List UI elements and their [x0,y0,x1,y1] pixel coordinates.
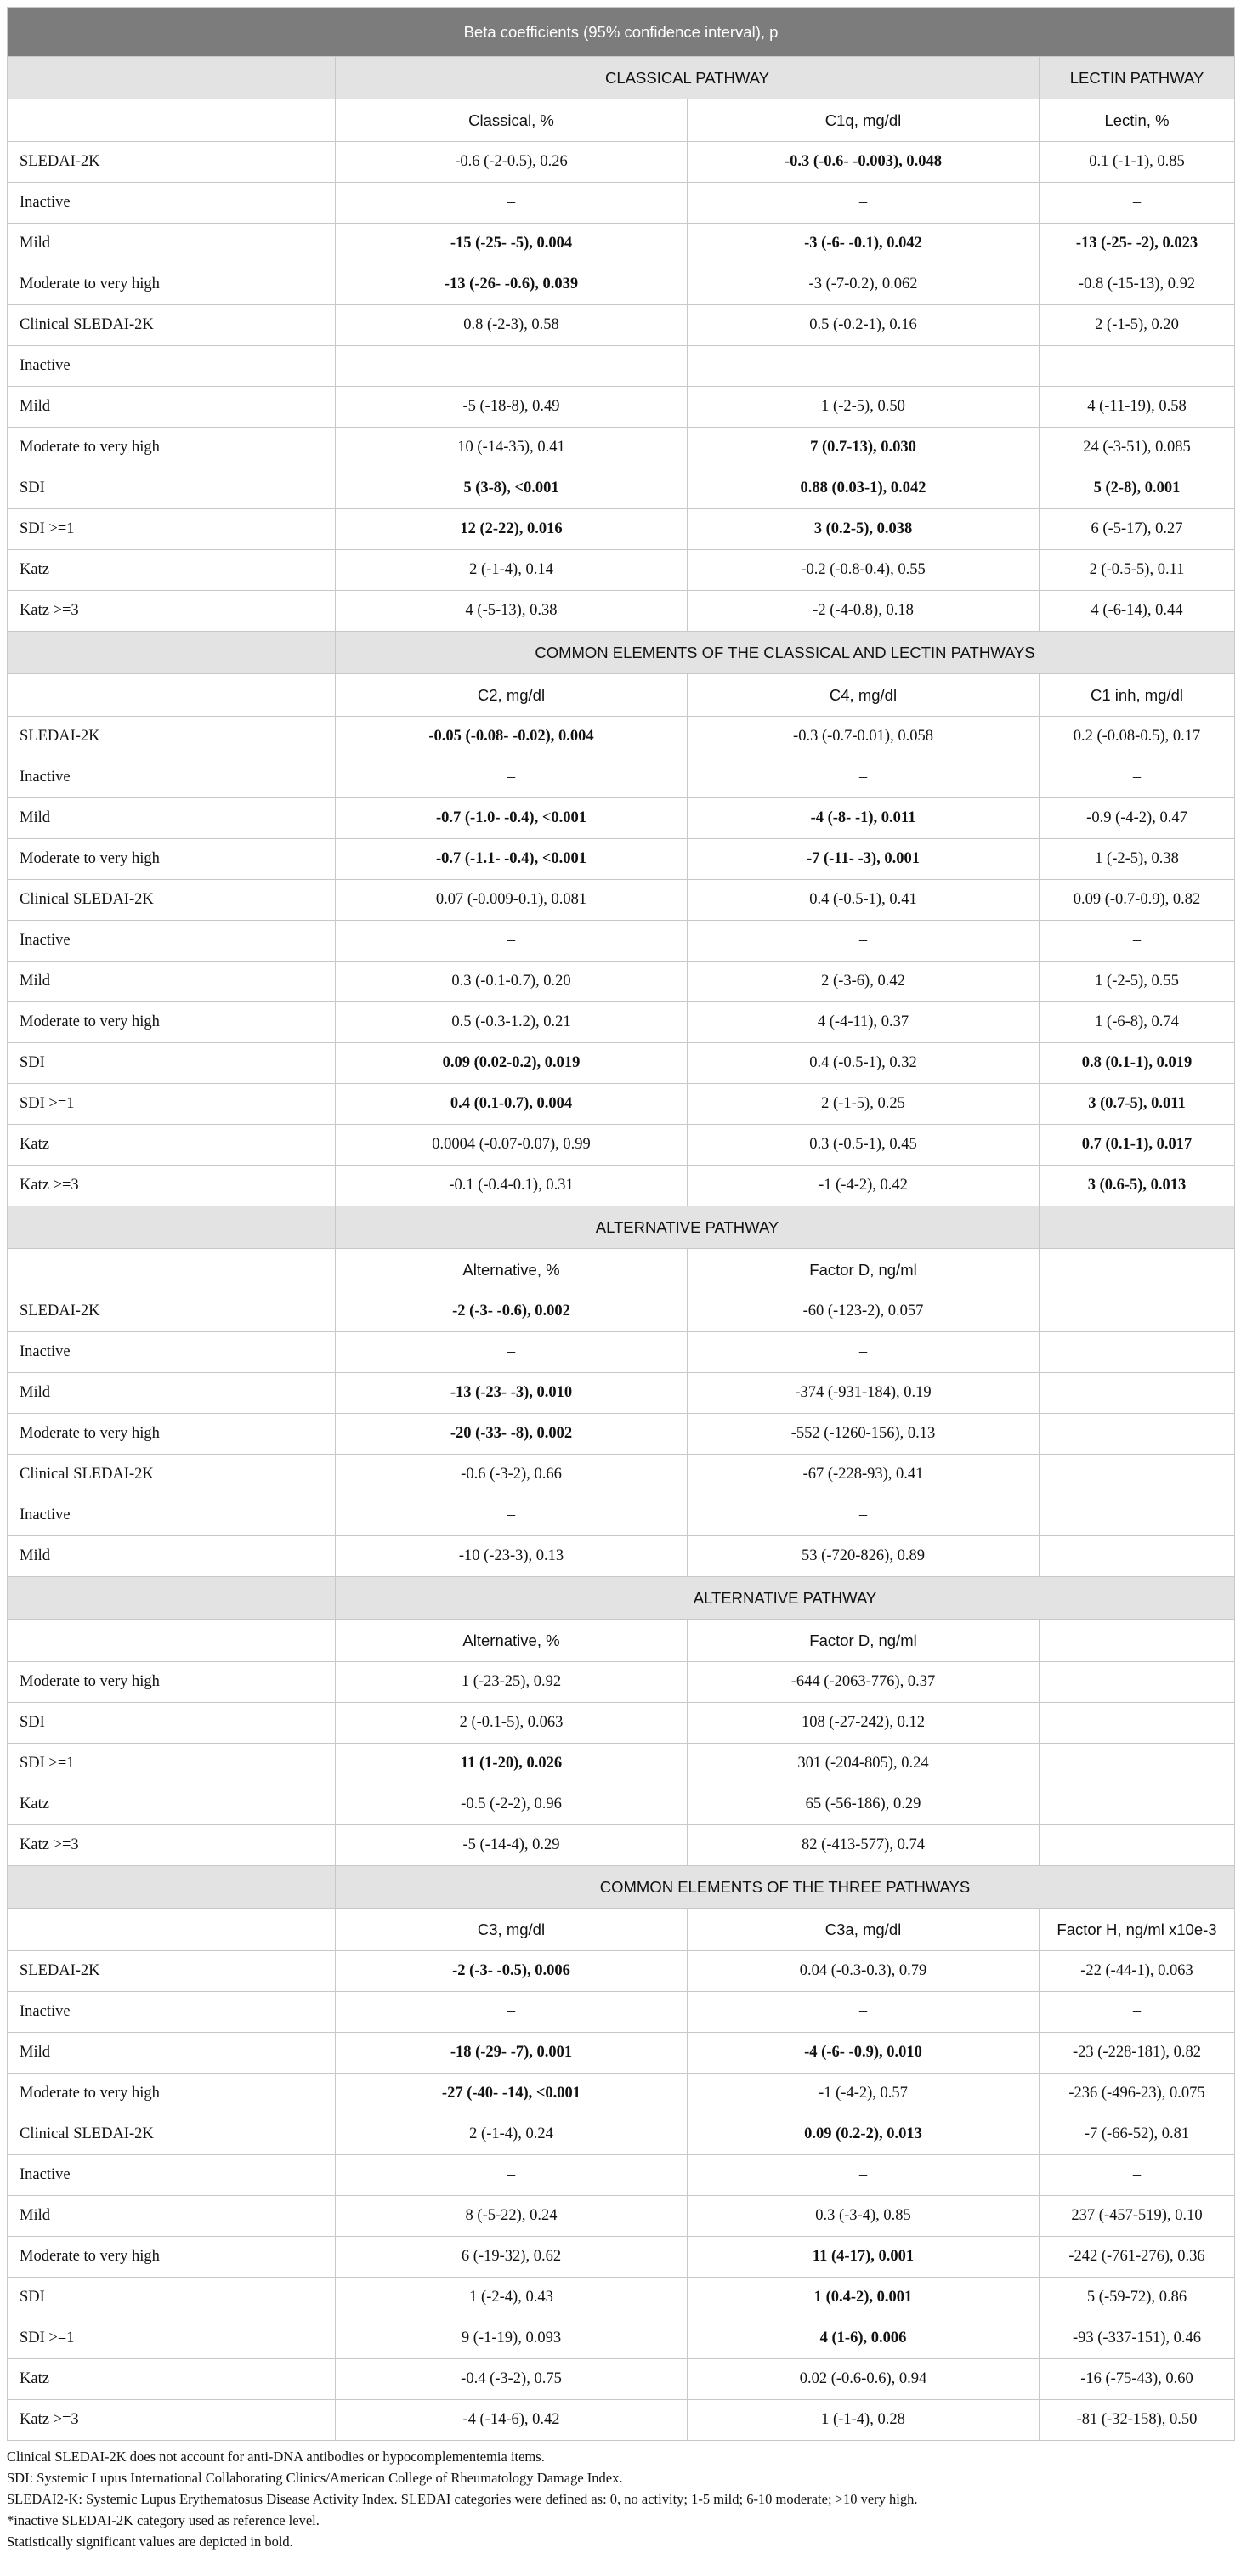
table-row [8,2278,1235,2318]
table-cell: -644 (-2063-776), 0.37 [688,1662,1040,1703]
table-cell: 2 (-1-5), 0.25 [688,1084,1040,1125]
row-label: Clinical SLEDAI-2K [8,1455,336,1495]
table-cell: -1 (-4-2), 0.42 [688,1166,1040,1206]
row-label: Mild [8,798,336,839]
table-row [8,1951,1235,1992]
row-label: Inactive [8,1992,336,2033]
group-header-spacer [8,632,336,674]
table-cell: 1 (-2-5), 0.55 [1040,962,1235,1002]
table-cell: 0.3 (-0.5-1), 0.45 [688,1125,1040,1166]
table-cell: – [688,921,1040,962]
table-cell: – [688,346,1040,387]
table-cell: -0.05 (-0.08- -0.02), 0.004 [336,717,688,757]
table-cell: 0.04 (-0.3-0.3), 0.79 [688,1951,1040,1992]
column-header-spacer [8,1909,336,1951]
table-cell: -0.9 (-4-2), 0.47 [1040,798,1235,839]
column-header-row [8,99,1235,142]
pathway-group-header: COMMON ELEMENTS OF THE CLASSICAL AND LECTIN PATHWAYS [336,632,1235,674]
row-label: Clinical SLEDAI-2K [8,2114,336,2155]
table-cell: 237 (-457-519), 0.10 [1040,2196,1235,2237]
table-cell: 0.3 (-3-4), 0.85 [688,2196,1040,2237]
column-header [1040,1249,1235,1291]
table-cell: -0.6 (-3-2), 0.66 [336,1455,688,1495]
pathway-group-header: LECTIN PATHWAY [1040,57,1235,99]
row-label: Moderate to very high [8,428,336,468]
row-label: Moderate to very high [8,1414,336,1455]
row-label: Katz [8,2359,336,2400]
table-cell: -374 (-931-184), 0.19 [688,1373,1040,1414]
table-cell: 0.0004 (-0.07-0.07), 0.99 [336,1125,688,1166]
table-row [8,1414,1235,1455]
column-header: Factor D, ng/ml [688,1620,1040,1662]
table-row [8,2196,1235,2237]
table-cell: 1 (-6-8), 0.74 [1040,1002,1235,1043]
table-cell: 2 (-0.5-5), 0.11 [1040,550,1235,591]
table-row [8,1536,1235,1577]
table-cell: 1 (-2-5), 0.50 [688,387,1040,428]
table-cell [1040,1455,1235,1495]
table-cell: -93 (-337-151), 0.46 [1040,2318,1235,2359]
row-label: Katz >=3 [8,1825,336,1866]
row-label: Moderate to very high [8,1662,336,1703]
table-cell: 8 (-5-22), 0.24 [336,2196,688,2237]
table-cell: -1 (-4-2), 0.57 [688,2074,1040,2114]
table-cell [1040,1662,1235,1703]
column-header: C1 inh, mg/dl [1040,674,1235,717]
group-header-spacer [8,1577,336,1620]
table-cell: – [336,757,688,798]
table-row [8,1703,1235,1744]
column-header-row [8,674,1235,717]
table-title: Beta coefficients (95% confidence interval), p [8,8,1235,57]
table-row [8,2033,1235,2074]
table-cell: – [336,183,688,224]
table-cell [1040,1784,1235,1825]
column-header: C1q, mg/dl [688,99,1040,142]
table-cell: 3 (0.2-5), 0.038 [688,509,1040,550]
table-cell: -242 (-761-276), 0.36 [1040,2237,1235,2278]
table-cell: 5 (3-8), <0.001 [336,468,688,509]
table-body [8,57,1235,2441]
table-cell: -10 (-23-3), 0.13 [336,1536,688,1577]
section-group-header-row [8,1866,1235,1909]
group-header-spacer [8,1206,336,1249]
table-cell: – [336,921,688,962]
column-header-row [8,1249,1235,1291]
row-label: Mild [8,2033,336,2074]
table-row [8,183,1235,224]
row-label: Moderate to very high [8,2237,336,2278]
footnote-line: Statistically significant values are depicted in bold. [7,2533,293,2550]
table-cell: 0.7 (0.1-1), 0.017 [1040,1125,1235,1166]
row-label: SDI >=1 [8,509,336,550]
row-label: SLEDAI-2K [8,142,336,183]
table-cell: 0.4 (-0.5-1), 0.41 [688,880,1040,921]
table-cell: 9 (-1-19), 0.093 [336,2318,688,2359]
row-label: Katz [8,550,336,591]
row-label: Mild [8,962,336,1002]
table-cell: 5 (-59-72), 0.86 [1040,2278,1235,2318]
table-cell: 1 (0.4-2), 0.001 [688,2278,1040,2318]
table-cell: 7 (0.7-13), 0.030 [688,428,1040,468]
table-cell: 2 (-1-4), 0.14 [336,550,688,591]
table-cell: -13 (-25- -2), 0.023 [1040,224,1235,264]
table-cell: – [336,1332,688,1373]
pathway-group-header: ALTERNATIVE PATHWAY [336,1206,1040,1249]
table-cell [1040,1291,1235,1332]
table-row [8,2114,1235,2155]
row-label: Inactive [8,346,336,387]
table-cell: -3 (-7-0.2), 0.062 [688,264,1040,305]
table-cell: 1 (-2-4), 0.43 [336,2278,688,2318]
row-label: Inactive [8,921,336,962]
table-cell: – [336,1495,688,1536]
table-cell: -2 (-3- -0.6), 0.002 [336,1291,688,1332]
table-cell: -13 (-26- -0.6), 0.039 [336,264,688,305]
table-cell: -4 (-14-6), 0.42 [336,2400,688,2441]
table-row [8,1332,1235,1373]
table-cell: 65 (-56-186), 0.29 [688,1784,1040,1825]
table-cell: 0.02 (-0.6-0.6), 0.94 [688,2359,1040,2400]
table-cell: – [688,183,1040,224]
column-header [1040,1620,1235,1662]
row-label: SLEDAI-2K [8,717,336,757]
table-cell: 53 (-720-826), 0.89 [688,1536,1040,1577]
beta-coefficients-table [7,7,1235,2441]
table-cell: -2 (-3- -0.5), 0.006 [336,1951,688,1992]
row-label: Inactive [8,1332,336,1373]
table-row [8,1495,1235,1536]
table-row [8,387,1235,428]
table-cell [1040,1744,1235,1784]
row-label: Mild [8,387,336,428]
table-row [8,2318,1235,2359]
table-row [8,346,1235,387]
table-cell: 108 (-27-242), 0.12 [688,1703,1040,1744]
table-cell: 5 (2-8), 0.001 [1040,468,1235,509]
row-label: Mild [8,1536,336,1577]
column-header-spacer [8,1620,336,1662]
table-cell: -0.6 (-2-0.5), 0.26 [336,142,688,183]
column-header: C4, mg/dl [688,674,1040,717]
section-group-header-row [8,632,1235,674]
table-cell: -15 (-25- -5), 0.004 [336,224,688,264]
table-row [8,839,1235,880]
table-cell: -0.7 (-1.0- -0.4), <0.001 [336,798,688,839]
row-label: Katz >=3 [8,591,336,632]
column-header-row [8,1909,1235,1951]
table-cell: 3 (0.7-5), 0.011 [1040,1084,1235,1125]
table-cell: -5 (-14-4), 0.29 [336,1825,688,1866]
table-cell: -4 (-8- -1), 0.011 [688,798,1040,839]
row-label: SDI >=1 [8,2318,336,2359]
table-cell: 4 (-4-11), 0.37 [688,1002,1040,1043]
row-label: SDI [8,1703,336,1744]
table-row [8,2400,1235,2441]
section-group-header-row [8,1206,1235,1249]
row-label: Inactive [8,1495,336,1536]
column-header-row [8,1620,1235,1662]
table-cell: -22 (-44-1), 0.063 [1040,1951,1235,1992]
table-cell: -0.8 (-15-13), 0.92 [1040,264,1235,305]
column-header: C3a, mg/dl [688,1909,1040,1951]
table-cell: 1 (-2-5), 0.38 [1040,839,1235,880]
section-group-header-row [8,57,1235,99]
table-cell: -0.2 (-0.8-0.4), 0.55 [688,550,1040,591]
table-cell: – [1040,346,1235,387]
table-cell [1040,1703,1235,1744]
pathway-group-header [1040,1206,1235,1249]
table-cell: 0.8 (-2-3), 0.58 [336,305,688,346]
table-cell: -0.1 (-0.4-0.1), 0.31 [336,1166,688,1206]
table-cell: -236 (-496-23), 0.075 [1040,2074,1235,2114]
table-row [8,428,1235,468]
table-row [8,2074,1235,2114]
group-header-spacer [8,1866,336,1909]
table-cell: -7 (-11- -3), 0.001 [688,839,1040,880]
table-row [8,468,1235,509]
table-row [8,798,1235,839]
table-cell: 4 (-6-14), 0.44 [1040,591,1235,632]
table-cell: -16 (-75-43), 0.60 [1040,2359,1235,2400]
table-cell: -0.3 (-0.7-0.01), 0.058 [688,717,1040,757]
table-cell: – [336,346,688,387]
group-header-spacer [8,57,336,99]
table-row [8,2237,1235,2278]
row-label: Inactive [8,757,336,798]
column-header: C2, mg/dl [336,674,688,717]
row-label: SDI [8,1043,336,1084]
table-cell: 2 (-1-5), 0.20 [1040,305,1235,346]
row-label: Moderate to very high [8,264,336,305]
table-cell: -81 (-32-158), 0.50 [1040,2400,1235,2441]
pathway-group-header: COMMON ELEMENTS OF THE THREE PATHWAYS [336,1866,1235,1909]
table-cell [1040,1536,1235,1577]
row-label: Moderate to very high [8,1002,336,1043]
table-cell: – [688,1992,1040,2033]
table-cell: 0.3 (-0.1-0.7), 0.20 [336,962,688,1002]
footnote-line: *inactive SLEDAI-2K category used as reference level. [7,2512,320,2528]
column-header-spacer [8,1249,336,1291]
table-cell: -0.4 (-3-2), 0.75 [336,2359,688,2400]
table-cell: – [688,1332,1040,1373]
table-cell: 0.8 (0.1-1), 0.019 [1040,1043,1235,1084]
table-cell: 0.09 (-0.7-0.9), 0.82 [1040,880,1235,921]
table-row [8,1373,1235,1414]
column-header: Classical, % [336,99,688,142]
column-header: C3, mg/dl [336,1909,688,1951]
table-cell: 12 (2-22), 0.016 [336,509,688,550]
table-row [8,717,1235,757]
row-label: Clinical SLEDAI-2K [8,880,336,921]
table-cell: -13 (-23- -3), 0.010 [336,1373,688,1414]
row-label: Katz >=3 [8,1166,336,1206]
table-cell: 2 (-3-6), 0.42 [688,962,1040,1002]
column-header-spacer [8,674,336,717]
table-cell [1040,1414,1235,1455]
row-label: SLEDAI-2K [8,1951,336,1992]
table-cell: 4 (1-6), 0.006 [688,2318,1040,2359]
footnote-line: SLEDAI2-K: Systemic Lupus Erythematosus Disease Activity Index. SLEDAI categories were defined as: 0, no activity; 1-5 mild; 6-10 moderate; >10 very high. [7,2491,918,2507]
table-row [8,264,1235,305]
row-label: Moderate to very high [8,839,336,880]
table-cell: 0.09 (0.2-2), 0.013 [688,2114,1040,2155]
row-label: Inactive [8,183,336,224]
table-cell: – [688,2155,1040,2196]
row-label: SDI >=1 [8,1084,336,1125]
row-label: SDI >=1 [8,1744,336,1784]
section-group-header-row [8,1577,1235,1620]
row-label: Katz >=3 [8,2400,336,2441]
table-row [8,2155,1235,2196]
table-row [8,1825,1235,1866]
pathway-group-header: ALTERNATIVE PATHWAY [336,1577,1235,1620]
table-cell: – [1040,757,1235,798]
table-cell: 0.07 (-0.009-0.1), 0.081 [336,880,688,921]
table-cell: 1 (-23-25), 0.92 [336,1662,688,1703]
table-cell: 0.88 (0.03-1), 0.042 [688,468,1040,509]
table-cell: 0.5 (-0.2-1), 0.16 [688,305,1040,346]
table-row [8,305,1235,346]
table-cell: 4 (-11-19), 0.58 [1040,387,1235,428]
table-row [8,921,1235,962]
row-label: SLEDAI-2K [8,1291,336,1332]
table-cell: – [1040,921,1235,962]
row-label: SDI [8,468,336,509]
table-cell: 11 (1-20), 0.026 [336,1744,688,1784]
column-header: Alternative, % [336,1249,688,1291]
table-cell: -18 (-29- -7), 0.001 [336,2033,688,2074]
table-cell: 0.2 (-0.08-0.5), 0.17 [1040,717,1235,757]
column-header-spacer [8,99,336,142]
footnote-line: Clinical SLEDAI-2K does not account for anti-DNA antibodies or hypocomplementemia items. [7,2448,545,2465]
table-row [8,224,1235,264]
row-label: Mild [8,1373,336,1414]
table-cell: -23 (-228-181), 0.82 [1040,2033,1235,2074]
table-cell: 0.4 (0.1-0.7), 0.004 [336,1084,688,1125]
table-cell: -3 (-6- -0.1), 0.042 [688,224,1040,264]
row-label: Inactive [8,2155,336,2196]
table-row [8,142,1235,183]
table-cell: -60 (-123-2), 0.057 [688,1291,1040,1332]
table-row [8,550,1235,591]
table-row [8,880,1235,921]
table-cell: 6 (-19-32), 0.62 [336,2237,688,2278]
table-row [8,1043,1235,1084]
row-label: Moderate to very high [8,2074,336,2114]
row-label: Clinical SLEDAI-2K [8,305,336,346]
table-row [8,1744,1235,1784]
table-cell: – [1040,1992,1235,2033]
footnotes [7,2446,1241,2552]
table-cell: – [688,757,1040,798]
table-cell: 0.5 (-0.3-1.2), 0.21 [336,1002,688,1043]
table-cell: – [336,2155,688,2196]
table-cell: 10 (-14-35), 0.41 [336,428,688,468]
table-cell: -7 (-66-52), 0.81 [1040,2114,1235,2155]
table-row [8,2359,1235,2400]
table-row [8,1455,1235,1495]
table-cell: 3 (0.6-5), 0.013 [1040,1166,1235,1206]
table-row [8,1166,1235,1206]
table-cell: -5 (-18-8), 0.49 [336,387,688,428]
table-cell [1040,1332,1235,1373]
column-header: Lectin, % [1040,99,1235,142]
table-row [8,1125,1235,1166]
table-cell [1040,1825,1235,1866]
table-cell: 0.4 (-0.5-1), 0.32 [688,1043,1040,1084]
pathway-group-header: CLASSICAL PATHWAY [336,57,1040,99]
column-header: Alternative, % [336,1620,688,1662]
table-row [8,1662,1235,1703]
row-label: Mild [8,224,336,264]
table-cell: – [1040,2155,1235,2196]
table-row [8,1084,1235,1125]
table-cell: 11 (4-17), 0.001 [688,2237,1040,2278]
table-row [8,509,1235,550]
table-cell: 6 (-5-17), 0.27 [1040,509,1235,550]
table-cell: -0.7 (-1.1- -0.4), <0.001 [336,839,688,880]
table-cell: – [336,1992,688,2033]
row-label: SDI [8,2278,336,2318]
table-cell: -67 (-228-93), 0.41 [688,1455,1040,1495]
row-label: Mild [8,2196,336,2237]
row-label: Katz [8,1784,336,1825]
table-cell: – [1040,183,1235,224]
table-cell: 82 (-413-577), 0.74 [688,1825,1040,1866]
table-cell: 0.09 (0.02-0.2), 0.019 [336,1043,688,1084]
column-header: Factor D, ng/ml [688,1249,1040,1291]
table-cell: -20 (-33- -8), 0.002 [336,1414,688,1455]
row-label: Katz [8,1125,336,1166]
table-cell [1040,1495,1235,1536]
table-row [8,1291,1235,1332]
table-row [8,591,1235,632]
table-cell: 4 (-5-13), 0.38 [336,591,688,632]
table-cell: 2 (-0.1-5), 0.063 [336,1703,688,1744]
table-cell: -27 (-40- -14), <0.001 [336,2074,688,2114]
table-cell: 1 (-1-4), 0.28 [688,2400,1040,2441]
table-cell: – [688,1495,1040,1536]
table-cell: -4 (-6- -0.9), 0.010 [688,2033,1040,2074]
table-cell: -552 (-1260-156), 0.13 [688,1414,1040,1455]
table-row [8,1992,1235,2033]
table-cell [1040,1373,1235,1414]
table-row [8,757,1235,798]
table-row [8,1002,1235,1043]
table-row [8,1784,1235,1825]
table-cell: 301 (-204-805), 0.24 [688,1744,1040,1784]
table-row [8,962,1235,1002]
table-cell: -0.5 (-2-2), 0.96 [336,1784,688,1825]
table-cell: -2 (-4-0.8), 0.18 [688,591,1040,632]
table-cell: -0.3 (-0.6- -0.003), 0.048 [688,142,1040,183]
table-cell: 24 (-3-51), 0.085 [1040,428,1235,468]
footnote-line: SDI: Systemic Lupus International Collaborating Clinics/American College of Rheumatology Damage Index. [7,2470,623,2486]
table-cell: 2 (-1-4), 0.24 [336,2114,688,2155]
table-cell: 0.1 (-1-1), 0.85 [1040,142,1235,183]
column-header: Factor H, ng/ml x10e-3 [1040,1909,1235,1951]
